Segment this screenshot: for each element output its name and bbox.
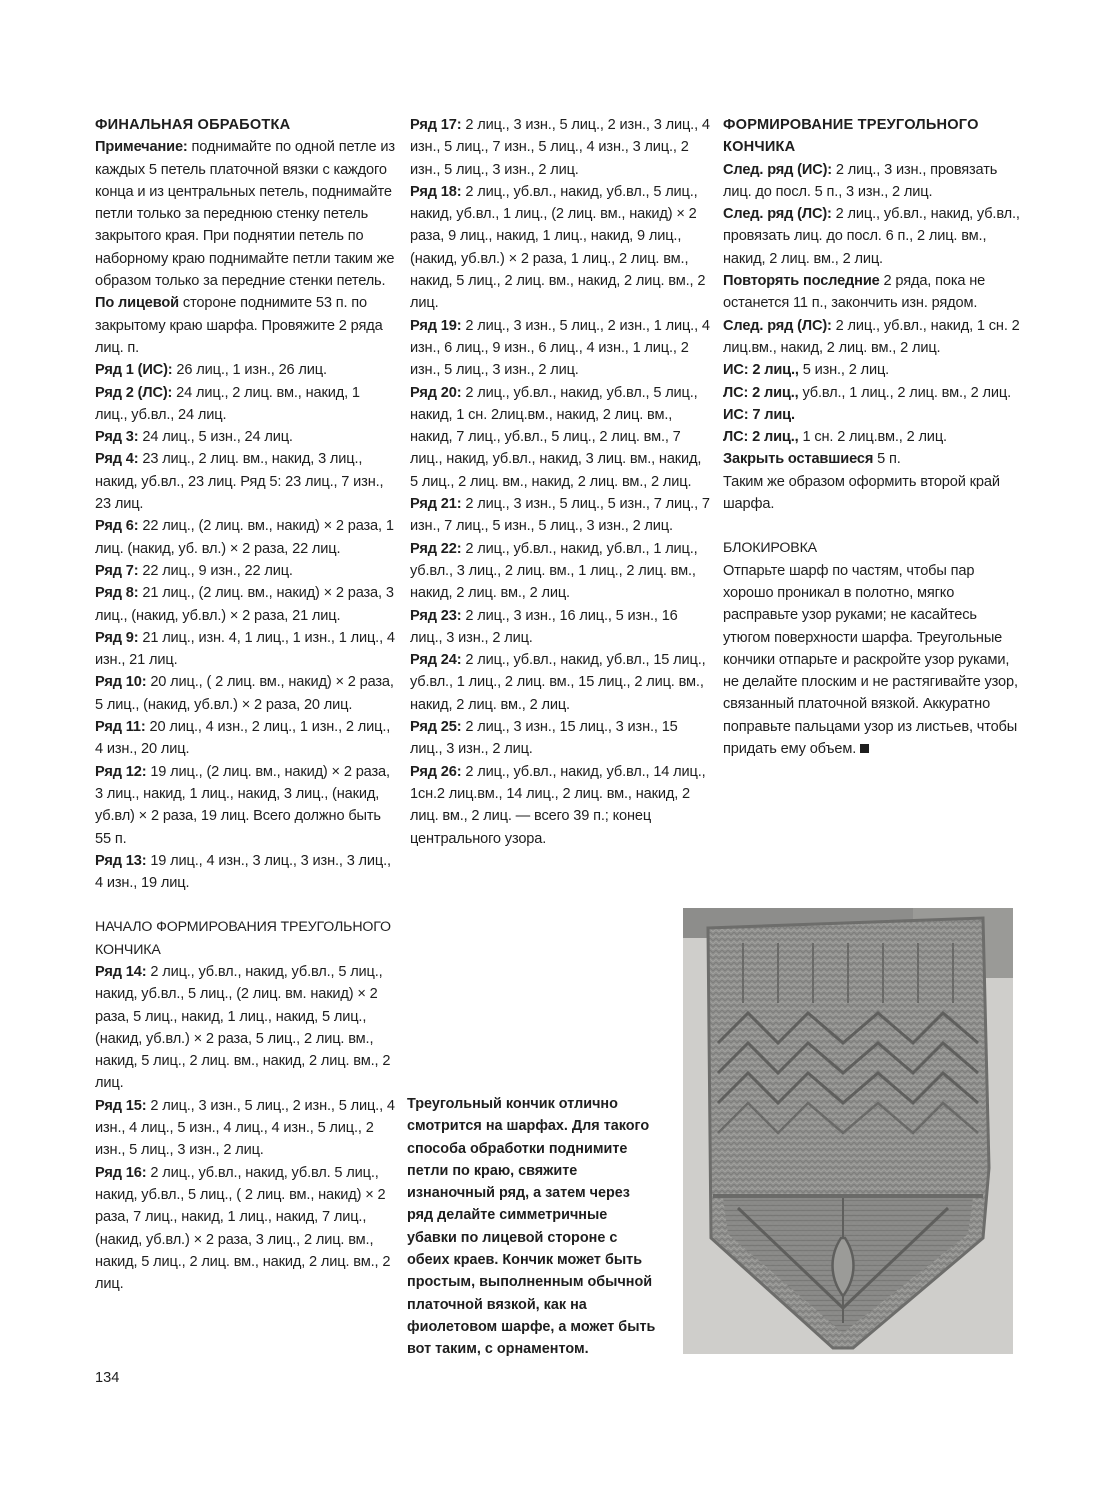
photo-caption: Треугольный кончик отлично смотрится на шарфах. Для такого способа обработки поднимите петли по краю, свяжите изнаночный ряд, а затем через ряд делайте симметричные убавки по лицевой стороне с обеих краев. Кончик может быть простым, выполненным обычной платочной вязкой, как на фиолетовом шарфе, а может быть вот таким, с орнаментом. (407, 1096, 656, 1358)
row-instruction: Ряд 8: 21 лиц., (2 лиц. вм., накид) × 2 раза, 3 лиц., (накид, уб.вл.) × 2 раза, 21 лиц. (95, 585, 394, 624)
blocking-heading: БЛОКИРОВКА (723, 540, 817, 557)
row-instruction: Ряд 22: 2 лиц., уб.вл., накид, уб.вл., 1 лиц., уб.вл., 3 лиц., 2 лиц. вм., 1 лиц., 2 лиц. вм., накид, 2 лиц. вм., 2 лиц. (410, 540, 698, 602)
tip-line: След. ряд (ЛС): 2 лиц., уб.вл., накид, 1 сн. 2 лиц.вм., накид, 2 лиц. вм., 2 лиц. (723, 317, 1020, 356)
column-right (723, 114, 1023, 760)
row-instruction: Ряд 21: 2 лиц., 3 изн., 5 лиц., 5 изн., 7 лиц., 7 изн., 7 лиц., 5 изн., 5 лиц., 3 изн., 2 лиц. (410, 496, 710, 535)
row-instruction: Ряд 12: 19 лиц., (2 лиц. вм., накид) × 2 раза, 3 лиц., накид, 1 лиц., накид, 3 лиц., (накид, уб.вл) × 2 раза, 19 лиц. Всего должно быть 55 п. (95, 763, 390, 847)
row-instruction: Ряд 16: 2 лиц., уб.вл., накид, уб.вл. 5 лиц., накид, уб.вл., 5 лиц., ( 2 лиц. вм., накид) × 2 раза, 7 лиц., накид, 1 лиц., накид, 7 лиц., (накид, уб.вл.) × 2 раза, 3 лиц., 2 лиц. вм., накид, 5 лиц., 2 лиц. вм., накид, 2 лиц. вм., 2 лиц. (95, 1164, 391, 1293)
page-number: 134 (95, 1370, 120, 1386)
rs-text: стороне поднимите 53 п. по закрытому краю шарфа. Провяжите 2 ряда лиц. п. (95, 295, 383, 356)
row-instruction: Ряд 20: 2 лиц., уб.вл., накид, уб.вл., 5 лиц., накид, 1 сн. 2лиц.вм., накид, 2 лиц. вм., накид, 7 лиц., уб.вл., 5 лиц., 2 лиц. вм., 7 лиц., накид, уб.вл., накид, 3 лиц. вм., накид, 5 лиц., 2 лиц. вм., накид, 2 лиц. вм., 2 лиц. (410, 384, 702, 490)
tip-line: ЛС: 2 лиц., 1 сн. 2 лиц.вм., 2 лиц. (723, 429, 947, 446)
tip-forming-heading: ФОРМИРОВАНИЕ ТРЕУГОЛЬНОГО КОНЧИКА (723, 117, 979, 156)
row-instruction: Ряд 24: 2 лиц., уб.вл., накид, уб.вл., 15 лиц., уб.вл., 1 лиц., 2 лиц. вм., 15 лиц., 2 лиц. вм., накид, 2 лиц. вм., 2 лиц. (410, 652, 706, 713)
row-instruction: Ряд 1 (ИС): 26 лиц., 1 изн., 26 лиц. (95, 362, 327, 379)
row-instruction: Ряд 3: 24 лиц., 5 изн., 24 лиц. (95, 429, 293, 446)
final-finishing-heading: ФИНАЛЬНАЯ ОБРАБОТКА (95, 117, 291, 133)
column-left (95, 114, 395, 1295)
tip-start-heading: НАЧАЛО ФОРМИРОВАНИЯ ТРЕУГОЛЬНОГО КОНЧИКА (95, 919, 391, 958)
row-instruction: Ряд 6: 22 лиц., (2 лиц. вм., накид) × 2 раза, 1 лиц. (накид, уб. вл.) × 2 раза, 22 лиц. (95, 518, 394, 557)
note-text: поднимайте по одной петле из каждых 5 петель платочной вязки с каждого конца и из центральных петель, поднимайте петли только за переднюю стенку петель закрытого края. При поднятии петель по наборному краю поднимайте петли таким же образом только за передние стенки петель. (95, 139, 395, 290)
row-instruction: Ряд 25: 2 лиц., 3 изн., 15 лиц., 3 изн., 15 лиц., 3 изн., 2 лиц. (410, 719, 678, 758)
note-paragraph (95, 136, 395, 292)
tip-line: ИС: 7 лиц. (723, 406, 795, 423)
row-instruction: Ряд 10: 20 лиц., ( 2 лиц. вм., накид) × 2 раза, 5 лиц., (накид, уб.вл.) × 2 раза, 20 лиц. (95, 674, 394, 713)
row-instruction: Ряд 18: 2 лиц., уб.вл., накид, уб.вл., 5 лиц., накид, уб.вл., 1 лиц., (2 лиц. вм., накид) × 2 раза, 9 лиц., накид, 1 лиц., накид, 9 лиц., (накид, уб.вл.) × 2 раза, 1 лиц., 2 лиц. вм., накид, 5 лиц., 2 лиц. вм., накид, 2 лиц. вм., 2 лиц. (410, 183, 706, 312)
same-other-edge: Таким же образом оформить второй край шарфа. (723, 473, 1000, 513)
tip-line: След. ряд (ЛС): 2 лиц., уб.вл., накид, уб.вл., провязать лиц. до посл. 6 п., 2 лиц. вм., накид, 2 лиц. вм., 2 лиц. (723, 206, 1020, 267)
blocking-paragraph: Отпарьте шарф по частям, чтобы пар хорошо проникал в полотно, мягко расправьте узор руками; не касайтесь утюгом поверхности шарфа. Треугольные кончики отпарьте и раскройте узор руками, не делайте плоским и не растягивайте узор, связанный платочной вязкой. Аккуратно поправьте пальцами узор из листьев, чтобы придать ему объем. (723, 562, 1018, 758)
row-instruction: Ряд 7: 22 лиц., 9 изн., 22 лиц. (95, 562, 293, 579)
row-list-2 (95, 961, 395, 1295)
row-instruction: Ряд 26: 2 лиц., уб.вл., накид, уб.вл., 14 лиц., 1сн.2 лиц.вм., 14 лиц., 2 лиц. вм., накид, 2 лиц. вм., 2 лиц. — всего 39 п.; конец центрального узора. (410, 763, 706, 847)
row-instruction: Ряд 11: 20 лиц., 4 изн., 2 лиц., 1 изн., 2 лиц., 4 изн., 20 лиц. (95, 719, 391, 758)
end-mark-icon (860, 744, 869, 753)
right-side-paragraph (95, 292, 395, 359)
row-list (95, 359, 395, 894)
scarf-illustration (683, 908, 1013, 1354)
tip-line: ЛС: 2 лиц., уб.вл., 1 лиц., 2 лиц. вм., 2 лиц. (723, 384, 1012, 401)
column-middle (410, 114, 710, 850)
tip-line: Закрыть оставшиеся 5 п. (723, 451, 901, 468)
row-instruction: Ряд 13: 19 лиц., 4 изн., 3 лиц., 3 изн., 3 лиц., 4 изн., 19 лиц. (95, 852, 391, 892)
tip-line: След. ряд (ИС): 2 лиц., 3 изн., провязать лиц. до посл. 5 п., 3 изн., 2 лиц. (723, 161, 998, 200)
scarf-photo (683, 908, 1013, 1354)
note-label: Примечание: (95, 139, 188, 156)
row-instruction: Ряд 14: 2 лиц., уб.вл., накид, уб.вл., 5 лиц., накид, уб.вл., 5 лиц., (2 лиц. вм. накид) × 2 раза, 5 лиц., накид, 1 лиц., накид, 5 лиц., (накид, уб.вл.) × 2 раза, 5 лиц., 2 лиц. вм., накид, 5 лиц., 2 лиц. вм., накид, 2 лиц. вм., 2 лиц. (95, 963, 391, 1092)
tip-line: ИС: 2 лиц., 5 изн., 2 лиц. (723, 362, 890, 379)
row-instruction: Ряд 23: 2 лиц., 3 изн., 16 лиц., 5 изн., 16 лиц., 3 изн., 2 лиц. (410, 607, 678, 646)
row-instruction: Ряд 19: 2 лиц., 3 изн., 5 лиц., 2 изн., 1 лиц., 4 изн., 6 лиц., 9 изн., 6 лиц., 4 изн., 1 лиц., 2 изн., 5 лиц., 3 изн., 2 лиц. (410, 317, 710, 379)
row-instruction: Ряд 9: 21 лиц., изн. 4, 1 лиц., 1 изн., 1 лиц., 4 изн., 21 лиц. (95, 629, 395, 669)
row-instruction: Ряд 4: 23 лиц., 2 лиц. вм., накид, 3 лиц., накид, уб.вл., 23 лиц. Ряд 5: 23 лиц., 7 изн., 23 лиц. (95, 451, 384, 513)
row-instruction: Ряд 17: 2 лиц., 3 изн., 5 лиц., 2 изн., 3 лиц., 4 изн., 5 лиц., 7 изн., 5 лиц., 4 изн., 3 лиц., 2 изн., 5 лиц., 3 изн., 2 лиц. (410, 117, 710, 178)
row-instruction: Ряд 2 (ЛС): 24 лиц., 2 лиц. вм., накид, 1 лиц., уб.вл., 24 лиц. (95, 384, 360, 423)
rs-label: По лицевой (95, 295, 179, 312)
row-instruction: Ряд 15: 2 лиц., 3 изн., 5 лиц., 2 изн., 5 лиц., 4 изн., 4 лиц., 5 изн., 4 лиц., 4 изн., 5 лиц., 2 изн., 5 лиц., 3 изн., 2 лиц. (95, 1097, 395, 1159)
tip-line: Повторять последние 2 ряда, пока не останется 11 п., закончить изн. рядом. (723, 273, 986, 312)
